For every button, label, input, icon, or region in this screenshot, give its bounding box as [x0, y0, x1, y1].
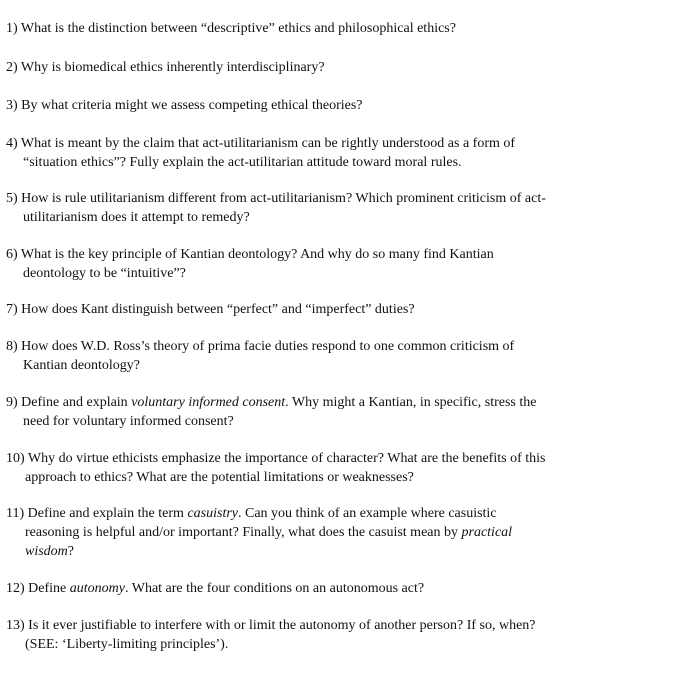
question-text-line-2: Kantian deontology? — [23, 358, 141, 373]
question-text-line-1: How does W.D. Ross’s theory of prima facie duties respond to one common criticism of — [21, 339, 515, 354]
question-text-line-2: approach to ethics? What are the potential limitations or weaknesses? — [25, 470, 414, 485]
question-text-b: . What are the four conditions on an autonomous act? — [124, 581, 425, 596]
question-text-line-1: What is meant by the claim that act-utilitarianism can be rightly understood as a form of — [20, 136, 516, 151]
question-10 — [6, 449, 656, 487]
question-term: casuistry — [187, 506, 238, 521]
question-number: 10) — [6, 451, 25, 466]
question-number: 11) — [6, 506, 25, 521]
question-text-line-2: deontology to be “intuitive”? — [23, 266, 186, 281]
question-number: 3) — [6, 98, 18, 113]
question-number: 8) — [6, 339, 18, 354]
question-number: 13) — [6, 618, 25, 633]
question-text-line-1: Why do virtue ethicists emphasize the importance of character? What are the benefits of this — [27, 451, 546, 466]
question-text-a: Define — [28, 581, 70, 596]
question-text-line-3b: ? — [67, 544, 75, 559]
question-text-line-1b: . Why might a Kantian, in specific, stress the — [285, 395, 537, 410]
question-text-line-1a: Define and explain — [21, 395, 132, 410]
question-text-line-2 — [6, 523, 656, 542]
question-text: What is the distinction between “descriptive” ethics and philosophical ethics? — [20, 21, 456, 36]
question-5 — [6, 189, 656, 227]
question-number: 2) — [6, 60, 18, 75]
question-term-2: practical — [461, 525, 513, 540]
question-text-line-1b: . Can you think of an example where casuistic — [238, 506, 497, 521]
question-number: 9) — [6, 395, 18, 410]
question-2 — [6, 58, 656, 77]
question-number: 4) — [6, 136, 18, 151]
question-text: How does Kant distinguish between “perfect” and “imperfect” duties? — [21, 302, 415, 317]
question-term: autonomy — [69, 581, 125, 596]
question-number: 7) — [6, 302, 18, 317]
question-12 — [6, 579, 656, 598]
question-text-line-1: How is rule utilitarianism different from act-utilitarianism? Which prominent criticism of act- — [21, 191, 546, 206]
question-8 — [6, 337, 656, 375]
question-text-line-2: “situation ethics”? Fully explain the act-utilitarian attitude toward moral rules. — [23, 155, 462, 170]
question-11 — [6, 504, 656, 561]
question-number: 5) — [6, 191, 18, 206]
question-text-line-2: need for voluntary informed consent? — [23, 414, 234, 429]
question-4 — [6, 134, 656, 172]
question-text-line-1a: Define and explain the term — [27, 506, 188, 521]
question-6 — [6, 245, 656, 283]
question-13 — [6, 616, 656, 654]
question-number: 12) — [6, 581, 25, 596]
question-text: Why is biomedical ethics inherently interdisciplinary? — [20, 60, 325, 75]
question-7 — [6, 300, 656, 319]
question-3 — [6, 96, 656, 115]
question-text-line-2a: reasoning is helpful and/or important? Finally, what does the casuist mean by — [25, 525, 462, 540]
question-number: 1) — [6, 21, 18, 36]
question-text-line-3 — [6, 542, 656, 561]
question-9 — [6, 393, 656, 431]
question-1 — [6, 19, 656, 38]
question-text: By what criteria might we assess competing ethical theories? — [21, 98, 363, 113]
question-text-line-1: What is the key principle of Kantian deontology? And why do so many find Kantian — [20, 247, 494, 262]
question-term-3: wisdom — [25, 544, 68, 559]
question-term: voluntary informed consent — [131, 395, 286, 410]
question-text-line-2: utilitarianism does it attempt to remedy? — [23, 210, 250, 225]
question-text-line-1: Is it ever justifiable to interfere with or limit the autonomy of another person? If so, when? — [28, 618, 536, 633]
question-text-line-2: (SEE: ‘Liberty-limiting principles’). — [25, 637, 229, 652]
question-number: 6) — [6, 247, 18, 262]
